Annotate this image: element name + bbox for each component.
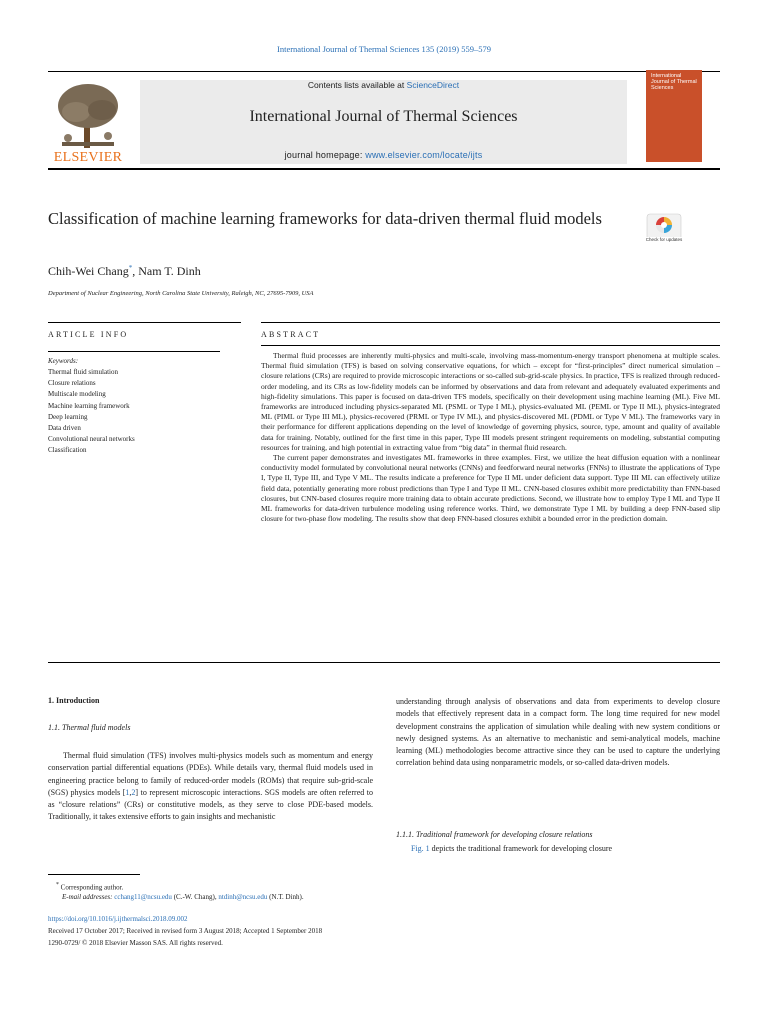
- article-info-heading: ARTICLE INFO: [48, 330, 129, 339]
- intro-paragraph-right: understanding through analysis of observations and data from experiments to develop closure models that effectively represent data in a compact form. The long time required for new model development constrains the application of simulation while dealing with new system conditions or newly designed systems. As an alternative to mechanistic and semi-analytical models, machine learning (ML) methodologies become attractive since they can be used to capture the underlying correlation behind data using nonparametric models, or so-called data-driven models.: [396, 697, 720, 768]
- abstract-paragraph-1: Thermal fluid processes are inherently multi-physics and multi-scale, involving mass-momentum-energy transport phenomena at multiple scales. Thermal fluid simulation (TFS) is based on solving conservative equations, for which – except for “first-principles” direct numerical simulation – closure relations (CRs) are required to provide microscopic interactions or so-called sub-grid-scale physics. In practice, TFS is realized through reduced-order modeling, and its CRs as low-fidelity models can be informed by observations and data from relevant and adequately evaluated experiments and high-fidelity simulations. This paper is focused on data-driven TFS models, specifically on their development using machine learning (ML). Five ML frameworks are introduced including physics-separated ML (PSML or Type I ML), physics-evaluated ML (PEML or Type II ML), physics-integrated ML (PIML or Type III ML), physics-recovered (PRML or Type IV ML), and physics-discovered ML (PDML or Type V ML). The frameworks vary in their performance for different applications depending on the level of knowledge of governing physics, source, type, amount and quality of available data for training. Notably, outlined for the first time in this paper, Type III models present stringent requirements on modeling, substantial computing resources for training, and high potential in extracting value from “big data” in thermal fluid research.: [261, 351, 720, 452]
- corresponding-author-note: [56, 881, 123, 892]
- section-heading-introduction: 1. Introduction: [48, 696, 100, 705]
- abstract-bottom-rule: [48, 662, 720, 663]
- email-label: E-mail addresses:: [62, 893, 113, 901]
- email-link-dinh[interactable]: ntdinh@ncsu.edu: [218, 893, 268, 901]
- check-for-updates-badge[interactable]: [645, 213, 683, 251]
- author-separator: ,: [132, 264, 139, 278]
- abstract-paragraph-2: The current paper demonstrates and investigates ML frameworks in three examples. First, we utilize the heat diffusion equation with a nonlinear conductivity model formulated by convolutional neural networks (CNNs) and feedforward neural networks (FNNs) to illustrate the applications of Type I, Type II, Type III, and Type V ML. The results indicate a preference for Type II ML under deficient data support. Type III ML can effectively utilize field data, potentially generating more robust predictions than Type I and Type II ML. CNN-based closures exhibit more predictability than FNN-based closures, but CNN-based closures require more training data to obtain accurate predictions. Second, we illustrate how to employ Type I ML and Type II ML frameworks for data-driven turbulence modeling using reference works. Third, we demonstrate Type I ML by building a deep FNN-based slip closure for two-phase flow modeling. The results show that deep FNN-based closures exhibit a bounded error in the prediction domain.: [261, 453, 720, 524]
- footnote-rule: [48, 874, 140, 875]
- article-info-top-rule: [48, 322, 241, 323]
- corresponding-author-label: Corresponding author.: [58, 883, 124, 892]
- check-for-updates-label: Check for updates: [645, 237, 683, 242]
- keyword-item: Classification: [48, 446, 87, 455]
- subsubsection-heading-traditional-framework: 1.1.1. Traditional framework for developing closure relations: [396, 830, 593, 839]
- keywords-list: [48, 367, 135, 457]
- journal-cover-image[interactable]: [646, 70, 702, 162]
- fig-1-link[interactable]: Fig. 1: [411, 844, 430, 853]
- received-dates: Received 17 October 2017; Received in revised form 3 August 2018; Accepted 1 September 2018: [48, 927, 323, 935]
- abstract-divider: [261, 345, 720, 346]
- contents-line: [140, 80, 627, 90]
- keyword-item: Multiscale modeling: [48, 390, 106, 399]
- abstract-top-rule: [261, 322, 720, 323]
- abstract-heading: ABSTRACT: [261, 330, 321, 339]
- subsection-heading-thermal-fluid-models: 1.1. Thermal fluid models: [48, 723, 131, 732]
- email-addresses-line: [62, 893, 304, 902]
- crossmark-icon: [645, 213, 683, 237]
- ref-separator: ,: [129, 787, 132, 797]
- author-1: Chih-Wei Chang: [48, 264, 129, 278]
- journal-banner: [140, 80, 627, 164]
- keyword-item: Convolutional neural networks: [48, 435, 135, 444]
- intro-paragraph-left: [48, 750, 373, 824]
- header-top-rule: [48, 71, 720, 72]
- keyword-item: Deep learning: [48, 412, 88, 421]
- footnote-mark: *: [56, 882, 59, 888]
- abstract-body: [261, 351, 720, 524]
- keyword-item: Machine learning framework: [48, 401, 130, 410]
- email-link-chang[interactable]: cchang11@ncsu.edu: [114, 893, 172, 901]
- header-bottom-rule: [48, 168, 720, 170]
- journal-citation[interactable]: International Journal of Thermal Sciences 135 (2019) 559–579: [277, 44, 491, 54]
- keyword-item: Data driven: [48, 424, 81, 433]
- journal-title: International Journal of Thermal Sciences: [249, 108, 518, 125]
- keyword-item: Closure relations: [48, 379, 96, 388]
- ref-link-2[interactable]: 2: [131, 787, 136, 797]
- cover-title: International Journal of Thermal Sciences: [651, 73, 697, 91]
- sciencedirect-link[interactable]: ScienceDirect: [406, 80, 460, 90]
- email-chang-name: (C.-W. Chang),: [171, 893, 219, 901]
- affiliation: Department of Nuclear Engineering, North Carolina State University, Raleigh, NC, 27695-7909, USA: [48, 290, 314, 297]
- elsevier-wordmark: ELSEVIER: [53, 150, 123, 165]
- keywords-label: Keywords:: [48, 357, 79, 365]
- copyright-line: 1290-0729/ © 2018 Elsevier Masson SAS. All rights reserved.: [48, 939, 223, 947]
- ref-link-1[interactable]: 1: [125, 787, 130, 797]
- paper-title: Classification of machine learning frameworks for data-driven thermal fluid models: [48, 209, 602, 228]
- article-info-divider: [48, 351, 220, 352]
- intro-text-post: ] to represent microscopic interactions. SGS models are often referred to as “closure relations” (CRs) or constitutive models, as they serve to close PDE-based models. Traditionally, it takes extensive efforts to gain insights and mechanistic: [48, 787, 374, 822]
- homepage-line: [140, 150, 627, 160]
- author-2: Nam T. Dinh: [138, 264, 201, 278]
- contents-prefix: Contents lists available at: [307, 80, 405, 90]
- email-dinh-name: (N.T. Dinh).: [267, 893, 304, 901]
- homepage-link[interactable]: www.elsevier.com/locate/ijts: [365, 150, 483, 160]
- fig-line-text: depicts the traditional framework for developing closure: [429, 844, 613, 853]
- corresponding-author-mark[interactable]: *: [128, 264, 133, 272]
- author-line: [48, 264, 201, 279]
- intro-text-pre: Thermal fluid simulation (TFS) involves multi-physics models such as momentum and energy conservation partial differential equations (PDEs). While details vary, thermal fluid models used in engineering practice belong to family of reduced-order models (ROMs) that require sub-grid-scale (SGS) physics models [: [48, 751, 373, 797]
- homepage-prefix: journal homepage:: [284, 150, 363, 160]
- keyword-item: Thermal fluid simulation: [48, 368, 118, 376]
- doi-link[interactable]: https://doi.org/10.1016/j.ijthermalsci.2018.09.002: [48, 915, 188, 923]
- figure-reference-line: [396, 843, 720, 855]
